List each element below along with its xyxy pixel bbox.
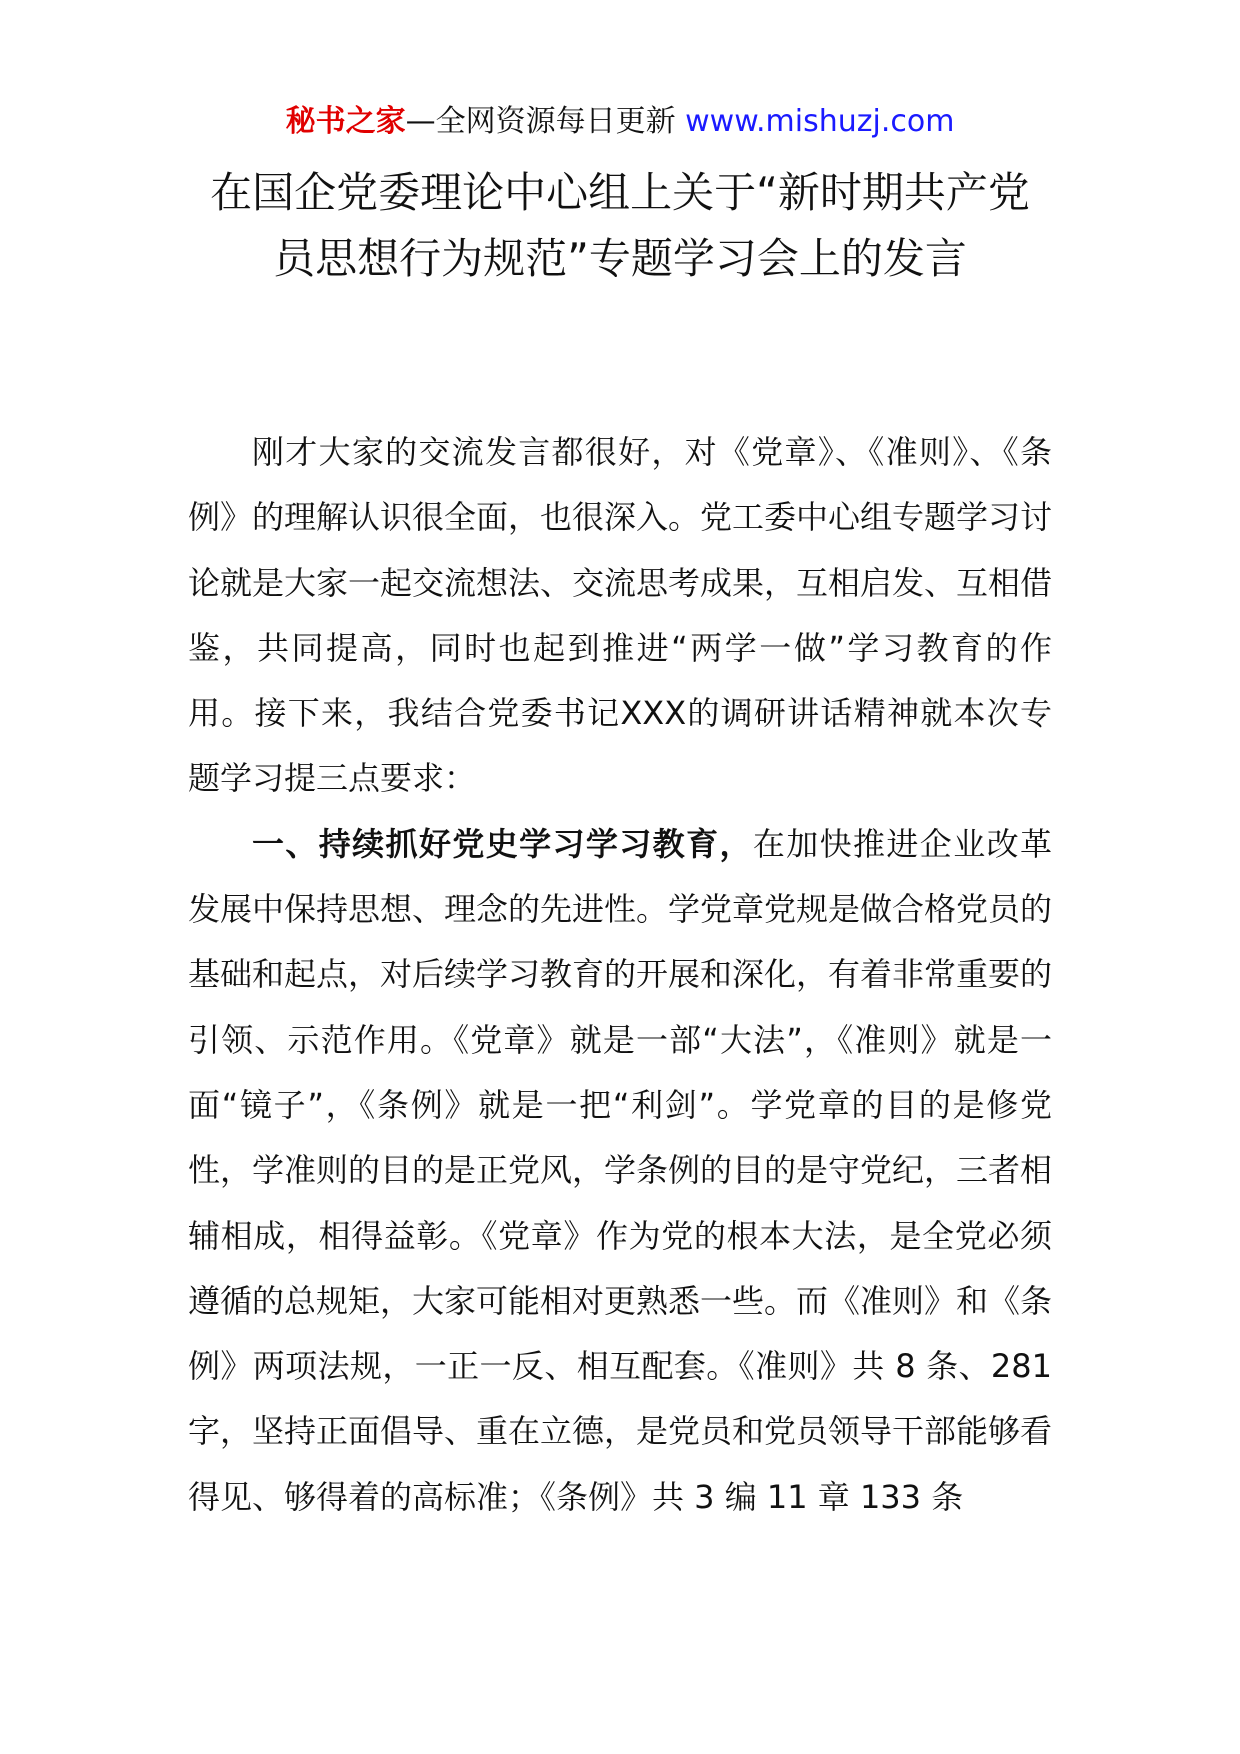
site-url-link[interactable]: www.mishuzj.com bbox=[685, 104, 955, 139]
paragraph: 刚才大家的交流发言都很好，对《党章》、《准则》、《条例》的理解认识很全面，也很深入。党工委中心组专题学习讨论就是大家一起交流想法、交流思考成果，互相启发、互相借鉴，共同提高，同时也起到推进“两学一做”学习教育的作用。接下来，我结合党委书记XXX的调研讲话精神就本次专题学习提三点要求： bbox=[188, 433, 1053, 798]
section-heading: 一、持续抓好党史学习学习教育， bbox=[252, 824, 753, 863]
document-title: 在国企党委理论中心组上关于“新时期共产党员思想行为规范”专题学习会上的发言 bbox=[210, 168, 1030, 283]
watermark-header bbox=[0, 100, 1240, 144]
document-body bbox=[188, 420, 1052, 1530]
brand-slogan: —全网资源每日更新 bbox=[405, 104, 676, 139]
paragraph-body: 在加快推进企业改革发展中保持思想、理念的先进性。学党章党规是做合格党员的基础和起点，对后续学习教育的开展和深化，有着非常重要的引领、示范作用。《党章》就是一部“大法”，《准则》就是一面“镜子”，《条例》就是一把“利剑”。学党章的目的是修党性，学准则的目的是正党风，学条例的目的是守党纪，三者相辅相成，相得益彰。《党章》作为党的根本大法，是全党必须遵循的总规矩，大家可能相对更熟悉一些。而《准则》和《条例》两项法规，一正一反、相互配套。《准则》共 8 条、281 字，坚持正面倡导、重在立德，是党员和党员领导干部能够看得见、够得着的高标准；《条例》共 3 编 11 章 133 条 bbox=[188, 824, 1053, 1516]
brand-name: 秘书之家 bbox=[285, 104, 406, 139]
paragraph bbox=[188, 812, 1052, 1530]
